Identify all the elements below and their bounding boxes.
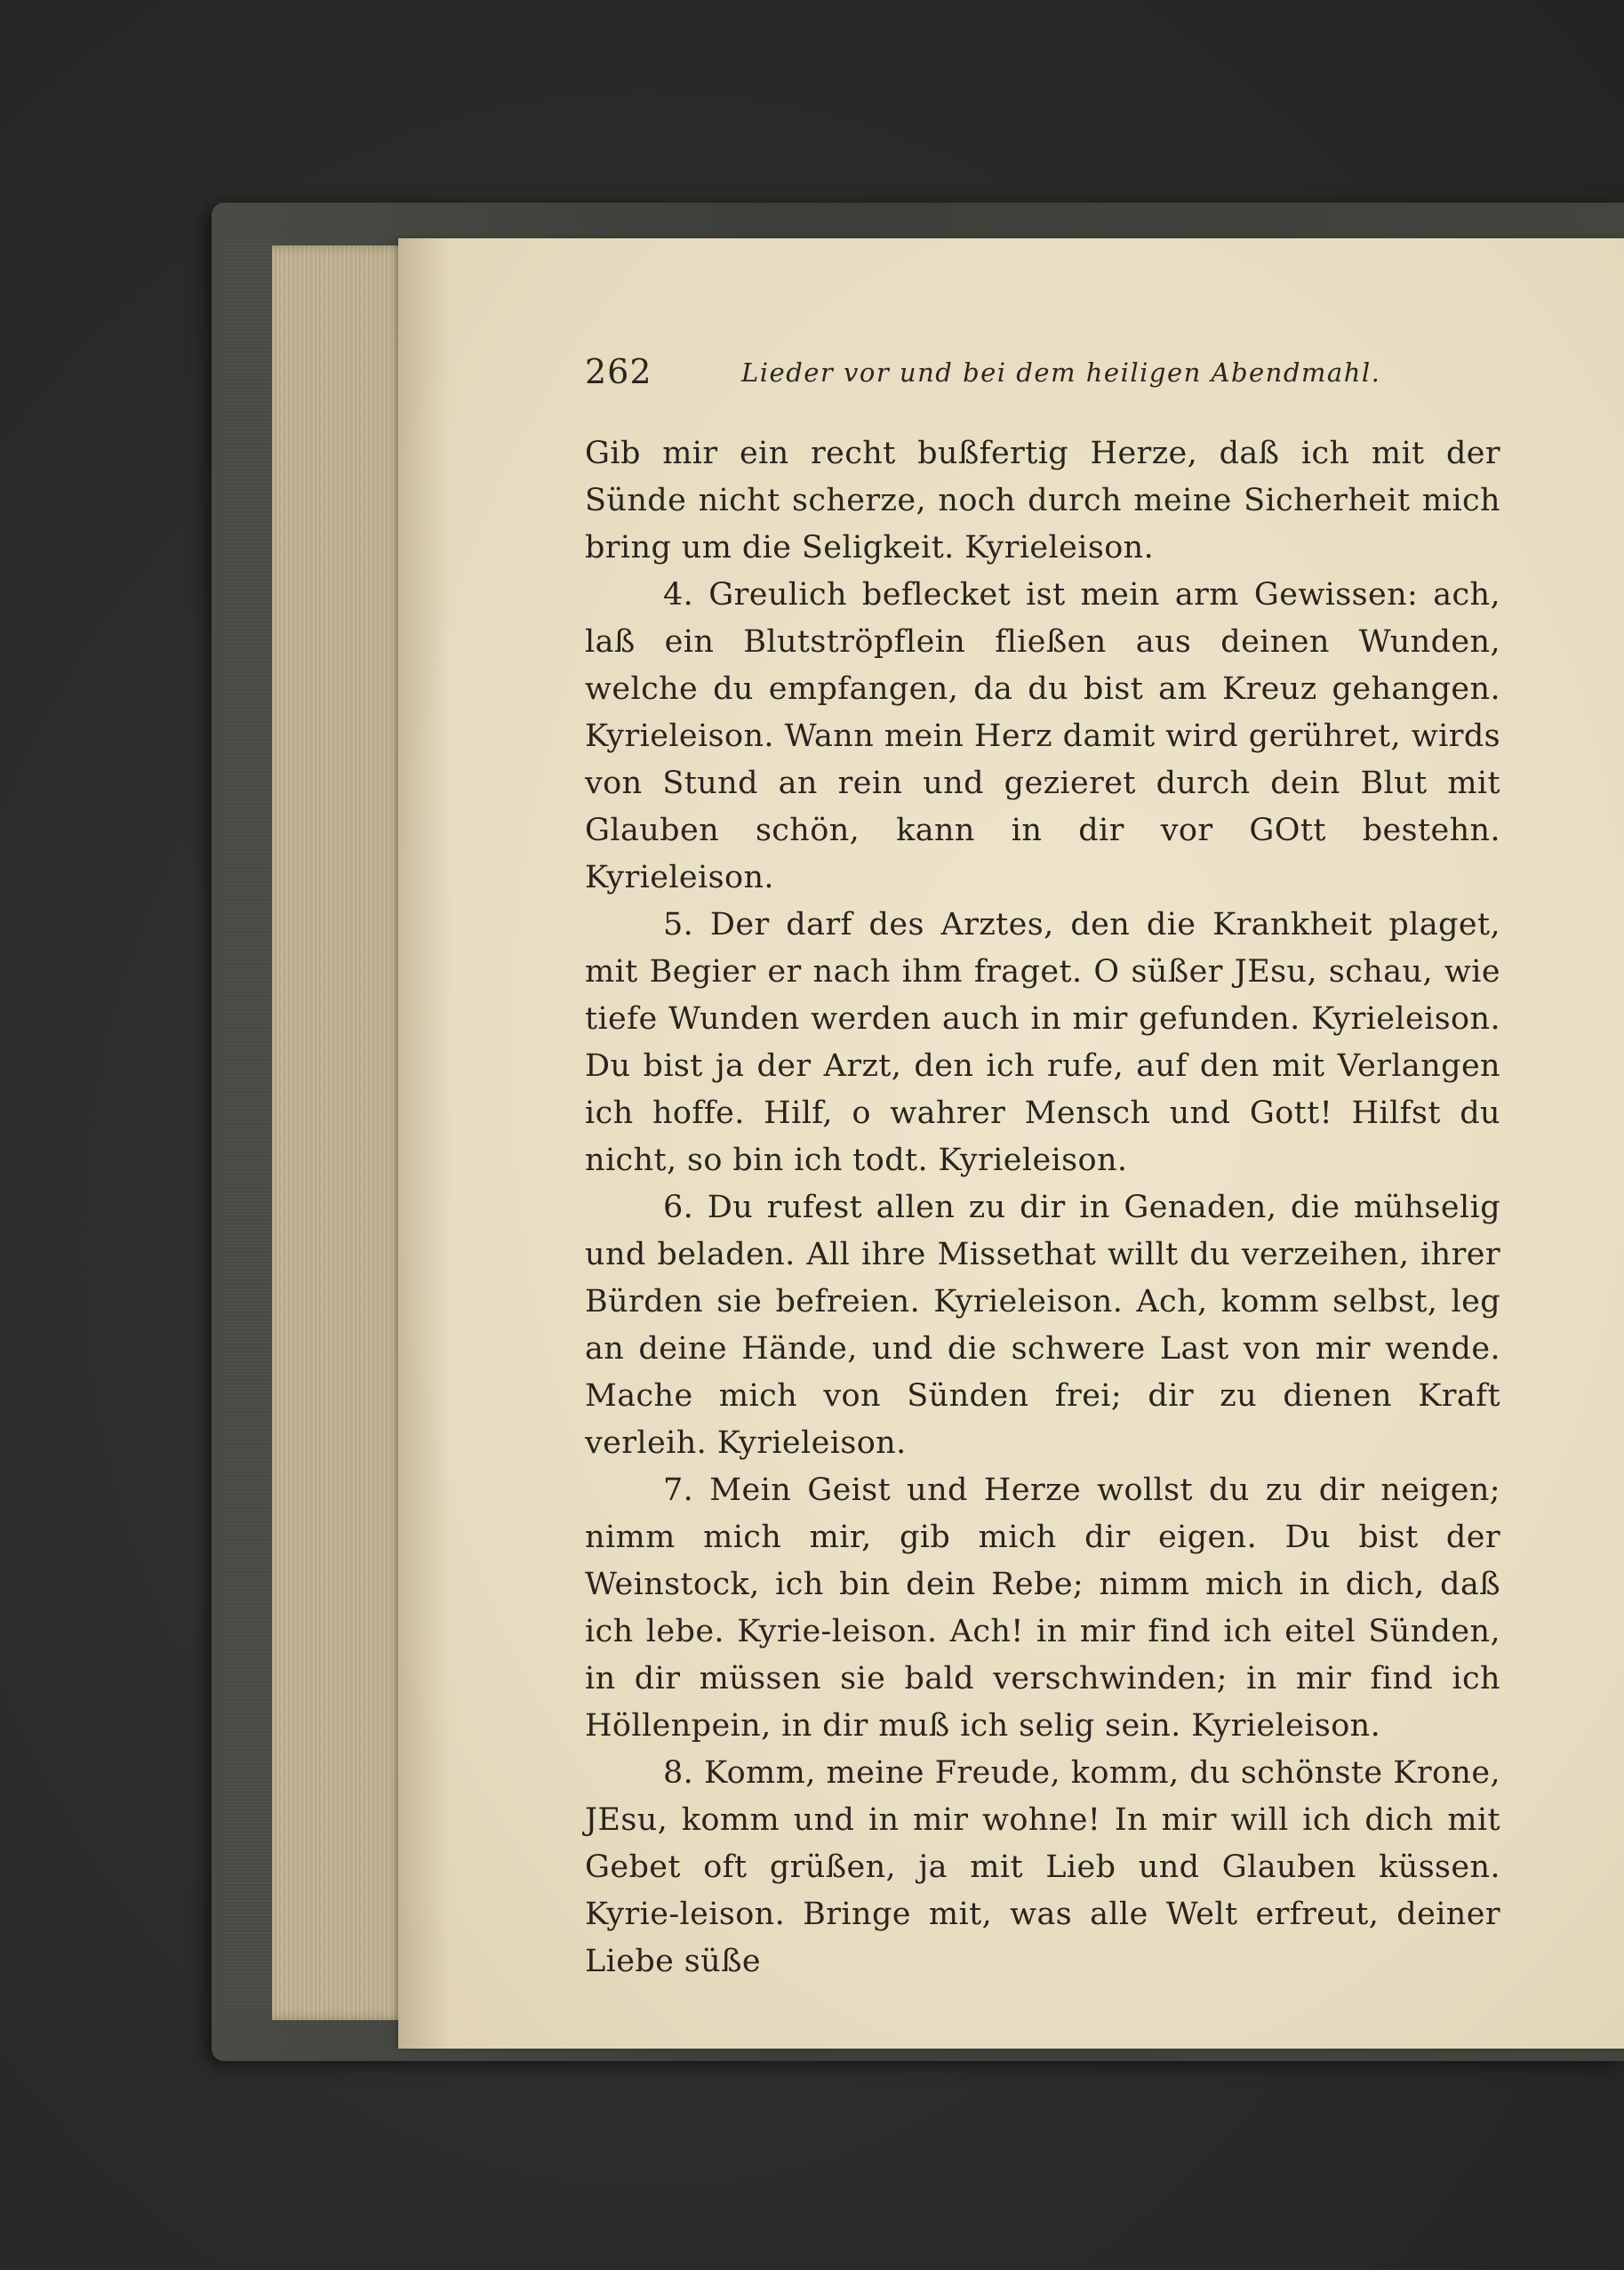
running-title: Lieder vor und bei dem heiligen Abendmahl.: [741, 357, 1381, 388]
hymn-text: [585, 430, 1500, 1985]
page-header: [585, 352, 1509, 405]
stanza-7: 7. Mein Geist und Herze wollst du zu dir neigen; nimm mich mir, gib mich dir eigen. Du bist der Weinstock, ich bin dein Rebe; nimm mich in dich, daß ich lebe. Kyrie-leison. Ach! in mir find ich eitel Sünden, in dir müssen sie bald verschwinden; in mir find ich Höllenpein, in dir muß ich selig sein. Kyrieleison.: [585, 1472, 1500, 1744]
paragraph-continuation: Gib mir ein recht bußfertig Herze, daß ich mit der Sünde nicht scherze, noch durch meine Sicherheit mich bring um die Seligkeit. Kyrieleison.: [585, 436, 1500, 565]
book-spine: [224, 233, 276, 2011]
page-number: 262: [585, 352, 652, 391]
stanza-8: 8. Komm, meine Freude, komm, du schönste Krone, JEsu, komm und in mir wohne! In mir will ich dich mit Gebet oft grüßen, ja mit Lieb und Glauben küssen. Kyrie-leison. Bringe mit, was alle Welt erfreut, deiner Liebe süße: [585, 1755, 1500, 1979]
page-edges: [272, 245, 407, 2020]
stanza-4: 4. Greulich beflecket ist mein arm Gewissen: ach, laß ein Blutströpflein fließen aus deinen Wunden, welche du empfangen, da du bist am Kreuz gehangen. Kyrieleison. Wann mein Herz damit wird gerühret, wirds von Stund an rein und gezieret durch dein Blut mit Glauben schön, kann in dir vor GOtt bestehn. Kyrieleison.: [585, 577, 1500, 895]
stanza-5: 5. Der darf des Arztes, den die Krankheit plaget, mit Begier er nach ihm fraget. O süßer JEsu, schau, wie tiefe Wunden werden auch in mir gefunden. Kyrieleison. Du bist ja der Arzt, den ich rufe, auf den mit Verlangen ich hoffe. Hilf, o wahrer Mensch und Gott! Hilfst du nicht, so bin ich todt. Kyrieleison.: [585, 907, 1500, 1178]
stanza-6: 6. Du rufest allen zu dir in Genaden, die mühselig und beladen. All ihre Missethat willt du verzeihen, ihrer Bürden sie befreien. Kyrieleison. Ach, komm selbst, leg an deine Hände, und die schwere Last von mir wende. Mache mich von Sünden frei; dir zu dienen Kraft verleih. Kyrieleison.: [585, 1190, 1500, 1461]
